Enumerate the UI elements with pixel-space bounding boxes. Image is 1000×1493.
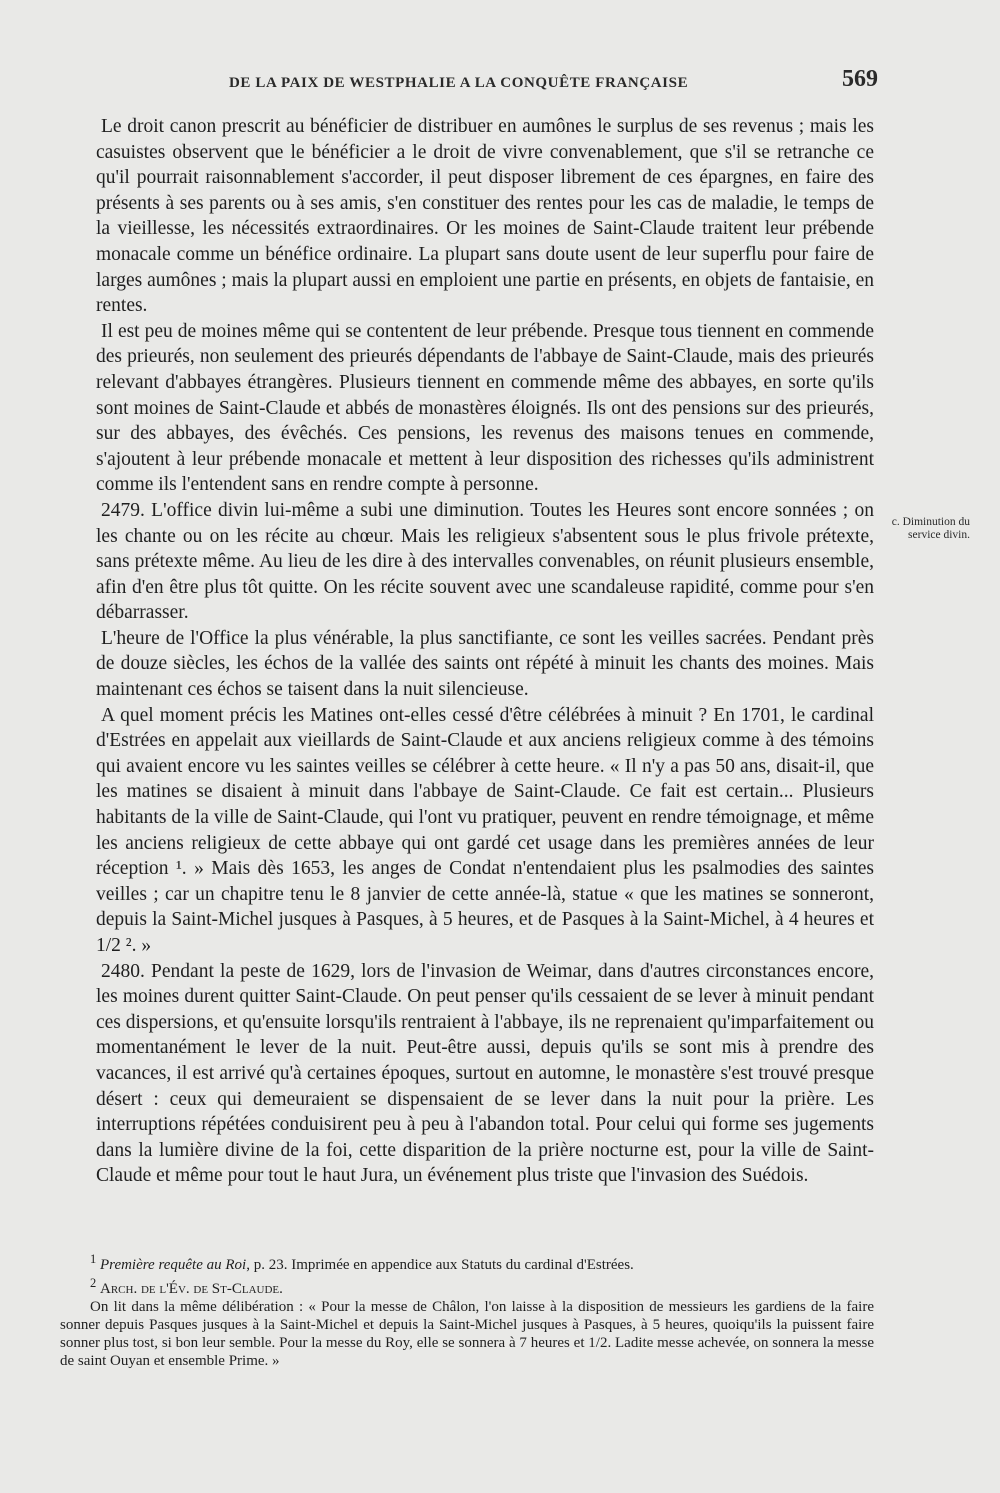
paragraph-matines: A quel moment précis les Matines ont-elles cessé d'être célébrées à minuit ? En 1701, le cardinal d'Estrées en appelait aux vieillards de Saint-Claude et aux anciens religieux comme à des témoins qui avaient encore vu les saintes veilles se célébrer à cette heure. « Il n'y a pas 50 ans, disait-il, que les matines se disaient à minuit dans l'abbaye de Saint-Claude. Ce fait est certain... Plusieurs habitants de la ville de Saint-Claude, qui l'ont vu pratiquer, peuvent en rendre témoignage, et même les anciens religieux de cette abbaye qui ont gardé cet usage dans les premières années de leur réception ¹. » Mais dès 1653, les anges de Condat n'entendaient plus les psalmodies des saintes veilles ; car un chapitre tenu le 8 janvier de cette année-là, statue « que les matines se sonneront, depuis la Saint-Michel jusques à Pasques, à 5 heures, et de Pasques à la Saint-Michel, à 4 heures et 1/2 ². » <box>96 704 874 956</box>
running-title: DE LA PAIX DE WESTPHALIE A LA CONQUÊTE FRANÇAISE <box>229 75 689 91</box>
paragraph-commende: Il est peu de moines même qui se contentent de leur prébende. Presque tous tiennent en commende des prieurés, non seulement des prieurés dépendants de l'abbaye de Saint-Claude, mais des prieurés relevant d'abbayes étrangères. Plusieurs tiennent en commende même des abbayes, en sorte qu'ils sont moines de Saint-Claude et abbés de monastères éloignés. Ils ont des pensions sur des prieurés, sur des abbayes, des évêchés. Ces pensions, les revenus des maisons tenues en commende, s'ajoutent à leur prébende monacale et mettent à leur disposition des richesses qu'ils administrent comme ils l'entendent sans en rendre compte à personne. <box>96 320 874 496</box>
footnote-1-text: , p. 23. Imprimée en appendice aux Statuts du cardinal d'Estrées. <box>246 1257 634 1273</box>
footnote-2-continuation: On lit dans la même délibération : « Pour la messe de Châlon, l'on laisse à la disposition de messieurs les gardiens de la faire sonner depuis Pasques jusques à la Saint-Michel et depuis la Saint-Michel jusques à Pasques, à 5 heures, quoiqu'ils la puissent faire sonner plus tost, si bon leur semble. Pour la messe du Roy, elle se sonnera à 7 heures et 1/2. Ladite messe achevée, on sonnera la messe de saint Ouyan et ensemble Prime. » <box>60 1299 874 1369</box>
paragraph-2480: 2480. Pendant la peste de 1629, lors de l'invasion de Weimar, dans d'autres circonstances encore, les moines durent quitter Saint-Claude. On peut penser qu'ils cessaient de se lever à minuit pendant ces dispersions, et qu'ensuite lorsqu'ils rentraient à l'abbaye, ils ne reprenaient qu'imparfaitement ou momentanément le lever de la nuit. Peut-être aussi, depuis qu'ils se sont mis à prendre des vacances, il est arrivé qu'à certaines époques, surtout en automne, le monastère s'est trouvé presque désert : ceux qui demeuraient se dispensaient de se lever dans la nuit pour la prière. Les interruptions répétées conduisirent peu à peu à l'abandon total. Pour celui qui forme ses jugements dans la lumière divine de la foi, cette disparition de la prière nocturne est, pour la ville de Saint-Claude et même pour tout le haut Jura, un événement plus triste que l'invasion des Suédois. <box>96 960 874 1187</box>
footnote-1-title: Première requête au Roi <box>100 1257 247 1273</box>
paragraph-benefice: Le droit canon prescrit au bénéficier de distribuer en aumônes le surplus de ses revenus ; mais les casuistes observent que le bénéficier a le droit de vivre convenablement, que s'il se retranche ce qu'il pourrait raisonnablement s'accorder, il peut disposer librement de ces épargnes, en faire des présents à ses parents ou à ses amis, s'en constituer des rentes pour les cas de maladie, le temps de la vieillesse, les nécessités extraordinaires. Or les moines de Saint-Claude traitent leur prébende monacale comme un bénéfice ordinaire. La plupart sans doute usent de leur superflu pour faire de larges aumônes ; mais la plupart aussi en emploient une partie en présents, en objets de fantaisie, en rentes. <box>96 116 874 317</box>
page-header <box>96 66 878 98</box>
footnote-1-number: 1 <box>90 1252 97 1266</box>
footnotes <box>60 1250 874 1370</box>
main-text <box>96 114 874 1189</box>
footnote-2 <box>60 1274 874 1298</box>
footnote-2-text: Arch. de l'Év. de St-Claude. <box>100 1281 283 1297</box>
footnote-2-number: 2 <box>90 1276 97 1290</box>
footnote-1 <box>60 1250 874 1274</box>
paragraph-veilles: L'heure de l'Office la plus vénérable, la plus sanctifiante, ce sont les veilles sacrées. Pendant près de douze siècles, les échos de la vallée des saints ont répété à minuit les chants des moines. Mais maintenant ces échos se taisent dans la nuit silencieuse. <box>96 627 874 701</box>
page-number: 569 <box>842 66 878 92</box>
paragraph-2479: 2479. L'office divin lui-même a subi une diminution. Toutes les Heures sont encore sonnées ; on les chante ou on les récite au chœur. Mais les religieux s'absentent sous le plus frivole prétexte, sans prétexte même. Au lieu de les dire à des intervalles convenables, on réunit plusieurs ensemble, afin d'en être plus tôt quitte. On les récite souvent avec une scandaleuse rapidité, comme pour s'en débarrasser. <box>96 499 874 624</box>
margin-note: c. Diminution du service divin. <box>891 516 970 541</box>
